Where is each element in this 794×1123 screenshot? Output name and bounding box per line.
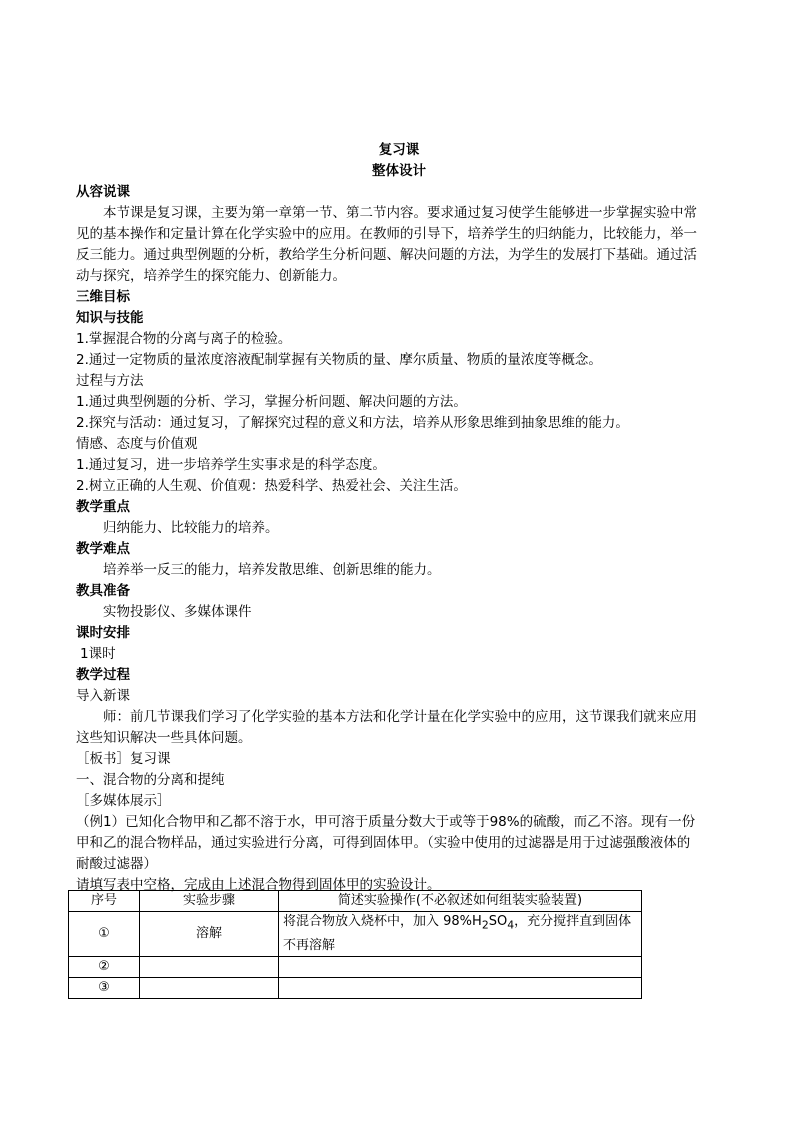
subscript: 4 bbox=[507, 918, 515, 932]
document-page bbox=[76, 140, 722, 896]
table-cell-no: ② bbox=[69, 956, 140, 977]
goal-item: 2.树立正确的人生观、价值观：热爱科学、热爱社会、关注生活。 bbox=[76, 478, 467, 494]
teacher-line: 师：前几节课我们学习了化学实验的基本方法和化学计量在化学实验中的应用，这节课我们就来应用 bbox=[103, 709, 697, 725]
section-heading-intro: 从容说课 bbox=[76, 184, 130, 200]
table-cell-step: 溶解 bbox=[140, 912, 279, 957]
focus-text: 归纳能力、比较能力的培养。 bbox=[103, 520, 279, 536]
subscript: 2 bbox=[481, 918, 489, 932]
section-heading-process: 教学过程 bbox=[76, 667, 130, 683]
example-line: 甲和乙的混合物样品，通过实验进行分离，可得到固体甲。（实验中使用的过滤器是用于过滤强酸液体的 bbox=[76, 835, 691, 851]
media-note: ［多媒体展示］ bbox=[76, 793, 171, 809]
table-cell-step bbox=[140, 956, 279, 977]
table-header: 实验步骤 bbox=[140, 891, 279, 912]
table-cell-operation bbox=[279, 912, 642, 957]
table-cell-operation bbox=[279, 977, 642, 998]
table-cell-no: ③ bbox=[69, 977, 140, 998]
intro-line: 本节课是复习课，主要为第一章第一节、第二节内容。要求通过复习使学生能够进一步掌握实验中常 bbox=[103, 205, 697, 221]
table-header: 简述实验操作(不必叙述如何组装实验装置) bbox=[279, 891, 642, 912]
intro-line: 见的基本操作和定量计算在化学实验中的应用。在教师的引导下，培养学生的归纳能力，比较能力，举一 bbox=[76, 226, 697, 242]
doc-title: 复习课 bbox=[378, 142, 420, 158]
goal-item: 2.探究与活动：通过复习，了解探究过程的意义和方法，培养从形象思维到抽象思维的能力。 bbox=[76, 415, 629, 431]
tools-text: 实物投影仪、多媒体课件 bbox=[103, 604, 252, 620]
section-heading-difficulty: 教学难点 bbox=[76, 541, 130, 557]
section-heading-time: 课时安排 bbox=[76, 625, 130, 641]
subheading-knowledge: 知识与技能 bbox=[76, 310, 144, 326]
table-row bbox=[69, 977, 642, 998]
intro-line: 动与探究，培养学生的探究能力、创新能力。 bbox=[76, 268, 346, 284]
instruction-line: 请填写表中空格，完成由上述混合物得到固体甲的实验设计。 bbox=[76, 877, 441, 893]
section-heading-goals: 三维目标 bbox=[76, 289, 130, 305]
table-cell-step bbox=[140, 977, 279, 998]
table-header-row bbox=[69, 891, 642, 912]
table-cell-operation bbox=[279, 956, 642, 977]
operation-text: SO bbox=[488, 914, 508, 929]
table-row bbox=[69, 956, 642, 977]
section-heading-tools: 教具准备 bbox=[76, 583, 130, 599]
table-cell-no: ① bbox=[69, 912, 140, 957]
teacher-line: 这些知识解决一些具体问题。 bbox=[76, 730, 252, 746]
section-heading-focus: 教学重点 bbox=[76, 499, 130, 515]
operation-text: 将混合物放入烧杯中，加入 98%H bbox=[283, 914, 482, 929]
board-note: ［板书］复习课 bbox=[76, 751, 171, 767]
difficulty-text: 培养举一反三的能力，培养发散思维、创新思维的能力。 bbox=[103, 562, 441, 578]
example-line: 耐酸过滤器） bbox=[76, 856, 157, 872]
intro-heading: 导入新课 bbox=[76, 688, 130, 704]
subheading-process: 过程与方法 bbox=[76, 373, 144, 389]
operation-text: ，充分搅拌直到固体不再溶解 bbox=[283, 914, 632, 953]
example-line: （例1）已知化合物甲和乙都不溶于水，甲可溶于质量分数大于或等于98%的硫酸，而乙不溶。现有一份 bbox=[76, 814, 696, 830]
experiment-table bbox=[68, 890, 642, 999]
goal-item: 1.通过典型例题的分析、学习，掌握分析问题、解决问题的方法。 bbox=[76, 394, 467, 410]
intro-line: 反三能力。通过典型例题的分析，教给学生分析问题、解决问题的方法，为学生的发展打下基础。通过活 bbox=[76, 247, 697, 263]
goal-item: 1.掌握混合物的分离与离子的检验。 bbox=[76, 331, 292, 347]
table-header: 序号 bbox=[69, 891, 140, 912]
time-text: 1课时 bbox=[80, 646, 116, 662]
goal-item: 1.通过复习，进一步培养学生实事求是的科学态度。 bbox=[76, 457, 386, 473]
table-row bbox=[69, 912, 642, 957]
goal-item: 2.通过一定物质的量浓度溶液配制掌握有关物质的量、摩尔质量、物质的量浓度等概念。 bbox=[76, 352, 602, 368]
doc-subtitle: 整体设计 bbox=[372, 163, 426, 179]
part-heading: 一、混合物的分离和提纯 bbox=[76, 772, 225, 788]
subheading-emotion: 情感、态度与价值观 bbox=[76, 436, 198, 452]
